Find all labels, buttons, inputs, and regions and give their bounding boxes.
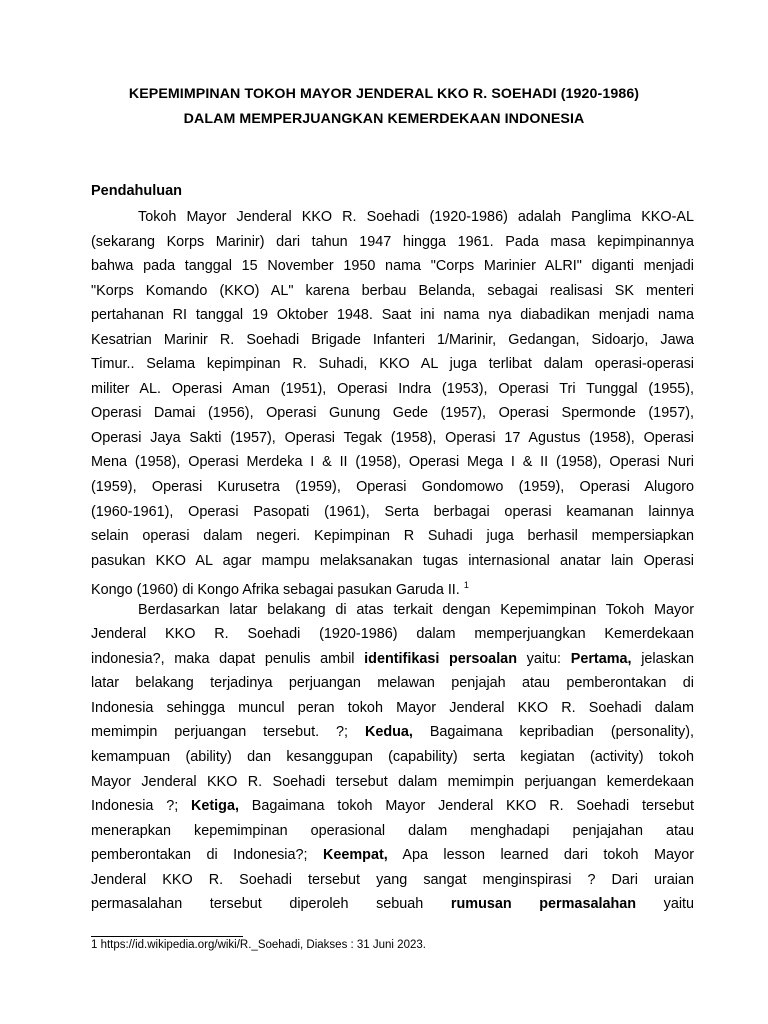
text-run: yaitu: [516,650,571,667]
paragraph-1-line: (1959), Operasi Kurusetra (1959), Operasi Gondomowo (1959), Operasi Alugoro [91,479,694,496]
body-text [91,205,694,917]
footnote-reference[interactable]: 1 [463,580,469,591]
bold-term: Kedua, [364,724,413,741]
paragraph-1-line: Operasi Damai (1956), Operasi Gunung Gede (1957), Operasi Spermonde (1957), [91,405,694,422]
paragraph-1-last-line [91,573,694,598]
paragraph-1-line: bahwa pada tanggal 15 November 1950 nama "Corps Marinier ALRI" diganti menjadi [91,258,694,275]
paragraph-1-line: Mena (1958), Operasi Merdeka I & II (1958), Operasi Mega I & II (1958), Operasi Nuri [91,454,694,471]
paragraph-2-line [91,843,694,868]
document-title-line-2: DALAM MEMPERJUANGKAN KEMERDEKAAN INDONESIA [183,111,585,127]
paragraph-2-line: latar belakang terjadinya perjuangan melawan penjajah atau pemberontakan di [91,675,694,692]
bold-term: Ketiga, [190,798,239,815]
text-run: pemberontakan di Indonesia?; [91,847,323,864]
paragraph-2-line [91,794,694,819]
paragraph-2-line: Mayor Jenderal KKO R. Soehadi tersebut dalam memimpin perjuangan kemerdekaan [91,773,694,790]
bold-term: identifikasi persoalan [364,650,517,667]
paragraph-2-line [91,892,694,917]
paragraph-1-line: pasukan KKO AL agar mampu melaksanakan tugas internasional anatar lain Operasi [91,552,694,569]
paragraph-1-line: militer AL. Operasi Aman (1951), Operasi Indra (1953), Operasi Tri Tunggal (1955), [91,380,694,397]
paragraph-2-line [91,647,694,672]
bold-term: Pertama, [570,650,632,667]
paragraph-2-line: Indonesia sehingga muncul peran tokoh Mayor Jenderal KKO R. Soehadi dalam [91,699,694,716]
paragraph-1-line: selain operasi dalam negeri. Kepimpinan R Suhadi juga berhasil mempersiapkan [91,528,694,545]
paragraph-2-line: Berdasarkan latar belakang di atas terkait dengan Kepemimpinan Tokoh Mayor [138,601,694,618]
footnote-separator [91,936,243,937]
paragraph-1-line-text: Kongo (1960) di Kongo Afrika sebagai pasukan Garuda II. [91,582,460,599]
text-run: indonesia?, maka dapat penulis ambil [91,650,365,667]
paragraph-1-line: (1960-1961), Operasi Pasopati (1961), Serta berbagai operasi keamanan lainnya [91,503,694,520]
paragraph-2-line: kemampuan (ability) dan kesanggupan (capability) serta kegiatan (activity) tokoh [91,749,694,766]
paragraph-2-line [91,720,694,745]
paragraph-1-line: Operasi Jaya Sakti (1957), Operasi Tegak (1958), Operasi 17 Agustus (1958), Operasi [91,429,694,446]
paragraph-1-line: pertahanan RI tanggal 19 Oktober 1948. Saat ini nama nya diabadikan menjadi nama [91,307,694,324]
text-run: Indonesia ?; [91,798,191,815]
footnote-text: 1 https://id.wikipedia.org/wiki/R._Soehadi, Diakses : 31 Juni 2023. [91,939,426,951]
paragraph-1-line: Tokoh Mayor Jenderal KKO R. Soehadi (1920-1986) adalah Panglima KKO-AL [138,209,694,225]
bold-term: Keempat, [322,847,388,864]
bold-term: rumusan permasalahan [450,896,637,913]
paragraph-1-line: (sekarang Korps Marinir) dari tahun 1947 hingga 1961. Pada masa kepimpinannya [91,233,694,250]
document-title-line-1: KEPEMIMPINAN TOKOH MAYOR JENDERAL KKO R. SOEHADI (1920-1986) [128,86,640,102]
paragraph-2-line: menerapkan kepemimpinan operasional dalam menghadapi penjajahan atau [91,822,694,839]
text-run: memimpin perjuangan tersebut. ?; [91,724,365,741]
text-run: Bagaimana tokoh Mayor Jenderal KKO R. Soehadi tersebut [238,798,694,815]
paragraph-1-line: Kesatrian Marinir R. Soehadi Brigade Infanteri 1/Marinir, Gedangan, Sidoarjo, Jawa [91,331,694,348]
text-run: jelaskan [631,650,694,667]
paragraph-2-line: Jenderal KKO R. Soehadi (1920-1986) dalam memperjuangkan Kemerdekaan [91,626,694,643]
text-run: permasalahan tersebut diperoleh sebuah [91,896,424,913]
text-run: Apa lesson learned dari tokoh Mayor [387,847,694,864]
section-heading: Pendahuluan [91,183,183,199]
text-run: Bagaimana kepribadian (personality), [412,724,694,741]
paragraph-2-line: Jenderal KKO R. Soehadi tersebut yang sangat menginspirasi ? Dari uraian [91,871,694,888]
text-run: yaitu [663,896,695,913]
paragraph-1-line: "Korps Komando (KKO) AL" karena berbau Belanda, sebagai realisasi SK menteri [91,282,694,299]
paragraph-1-line: Timur.. Selama kepimpinan R. Suhadi, KKO AL juga terlibat dalam operasi-operasi [91,356,694,373]
